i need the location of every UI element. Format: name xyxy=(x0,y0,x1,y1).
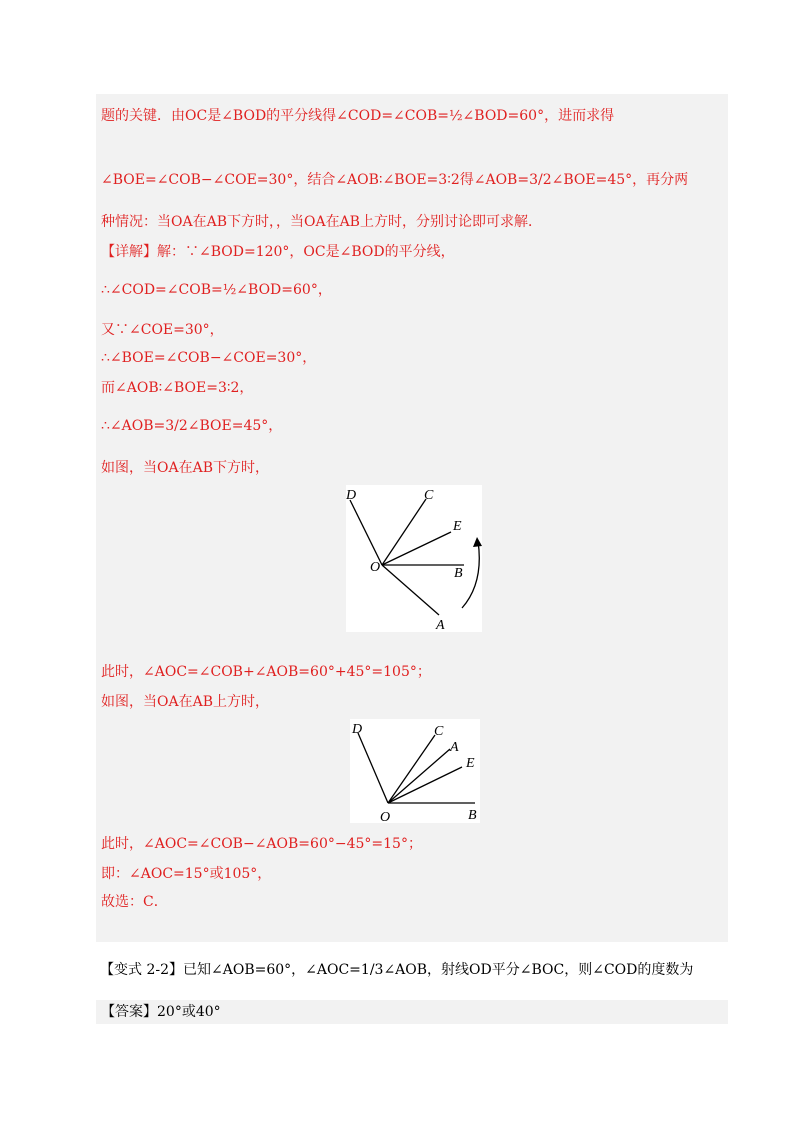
detail-line-3: 又∵∠COE=30°， xyxy=(101,322,224,338)
ray-od xyxy=(358,733,388,803)
label-d: D xyxy=(352,722,363,737)
label-b: B xyxy=(454,566,463,581)
figure-case-below xyxy=(346,485,482,632)
ray-oe xyxy=(388,767,462,803)
label-d: D xyxy=(346,488,357,503)
variant-question: 【变式 2-2】已知∠AOB=60°，∠AOC=1/3∠AOB，射线OD平分∠BOC，则∠COD的度数为 xyxy=(100,962,694,978)
rotation-arc xyxy=(462,541,479,608)
detail-line-5: 而∠AOB∶∠BOE=3∶2， xyxy=(101,380,254,396)
ray-od xyxy=(350,500,382,565)
label-a: A xyxy=(436,618,445,632)
detail-line-2: ∴∠COD=∠COB=½∠BOD=60°， xyxy=(101,282,332,298)
label-a: A xyxy=(450,740,459,755)
label-b: B xyxy=(468,808,477,823)
ray-oa xyxy=(382,565,439,615)
label-e: E xyxy=(466,756,475,771)
label-o: O xyxy=(370,560,381,575)
detail-line-6: ∴∠AOB=3/2∠BOE=45°， xyxy=(101,418,283,434)
conclusion-line: 即：∠AOC=15°或105°， xyxy=(101,866,272,882)
detail-line-1: 【详解】解：∵∠BOD=120°，OC是∠BOD的平分线， xyxy=(101,244,455,260)
label-e: E xyxy=(453,519,462,534)
case2-result: 此时，∠AOC=∠COB−∠AOB=60°−45°=15°； xyxy=(101,836,422,852)
detail-line-4: ∴∠BOE=∠COB−∠COE=30°， xyxy=(101,350,317,366)
detail-line-7: 如图，当OA在AB下方时， xyxy=(101,460,269,476)
label-o: O xyxy=(380,810,391,823)
arrowhead-icon xyxy=(473,537,482,547)
figure-case-above xyxy=(350,719,480,823)
label-c: C xyxy=(434,724,444,739)
label-c: C xyxy=(424,488,434,503)
analysis-line-1: 题的关键．由OC是∠BOD的平分线得∠COD=∠COB=½∠BOD=60°，进而求得 xyxy=(101,108,615,124)
case1-result: 此时，∠AOC=∠COB+∠AOB=60°+45°=105°； xyxy=(101,664,431,680)
choice-line: 故选：C． xyxy=(101,894,168,910)
variant-answer: 【答案】20°或40° xyxy=(101,1004,221,1020)
analysis-line-3: 种情况：当OA在AB下方时，，当OA在AB上方时，分别讨论即可求解． xyxy=(101,214,542,230)
case2-intro: 如图，当OA在AB上方时， xyxy=(101,694,269,710)
analysis-line-2: ∠BOE=∠COB−∠COE=30°，结合∠AOB∶∠BOE=3∶2得∠AOB=3/2∠BOE=45°，再分两 xyxy=(101,172,689,188)
